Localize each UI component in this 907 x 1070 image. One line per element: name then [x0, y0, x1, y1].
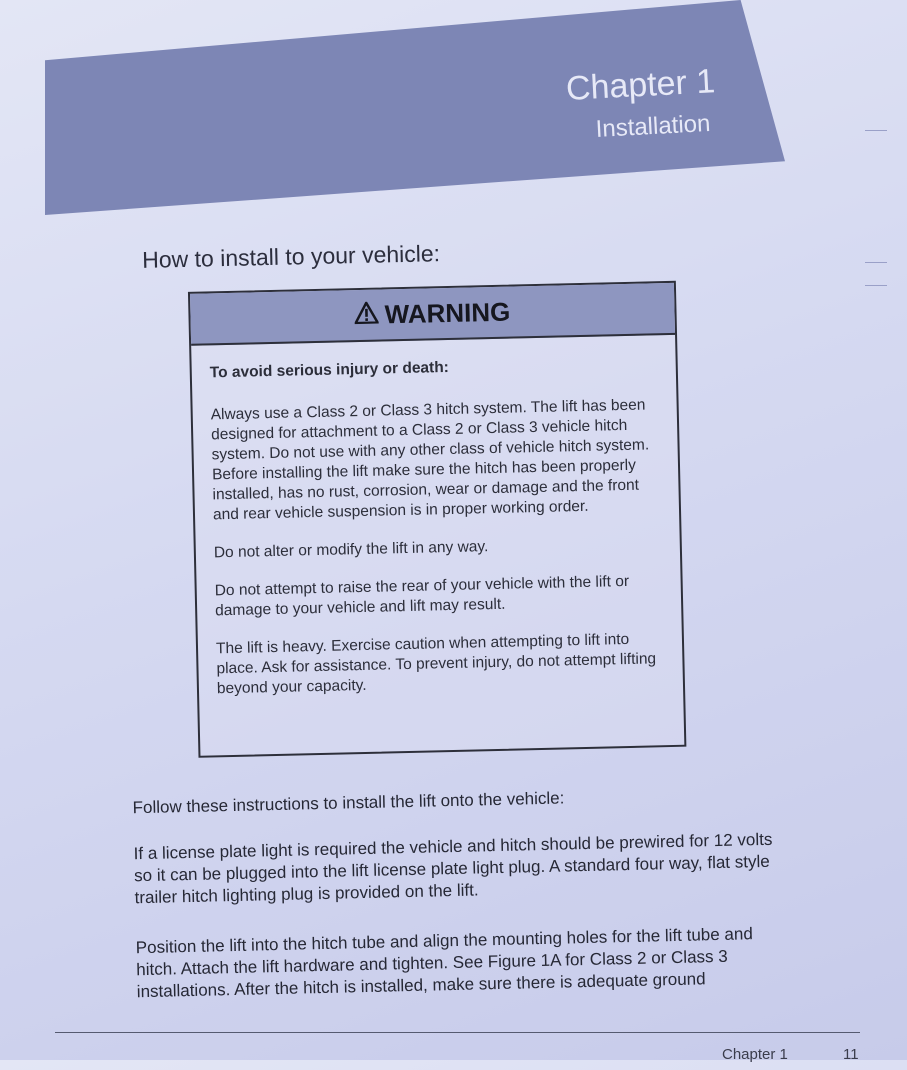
- warning-lead: To avoid serious injury or death:: [209, 358, 450, 382]
- chapter-subtitle: Installation: [595, 109, 712, 143]
- warning-triangle-icon: [354, 299, 379, 331]
- instruction-paragraph: Position the lift into the hitch tube and align the mounting holes for the lift tube and hitch. Attach the lift hardware and tighten. See Figure 1A for Class 2 or Class 3 installations. After the hitch is installed, make sure there is adequate ground: [135, 924, 754, 1002]
- warning-box: [188, 281, 686, 758]
- section-heading: How to install to your vehicle:: [141, 240, 441, 273]
- warning-title: WARNING: [384, 296, 511, 329]
- warning-body: [191, 335, 683, 700]
- warning-paragraph: Do not alter or modify the lift in any way.: [213, 538, 489, 562]
- instructions-intro: Follow these instructions to install the lift onto the vehicle:: [132, 788, 565, 818]
- page-number: 11: [843, 1046, 859, 1063]
- warning-paragraph: The lift is heavy. Exercise caution when attempting to lift into place. Ask for assistance. To prevent injury, do not attempt lifting beyond your capacity.: [215, 630, 657, 698]
- instruction-paragraph: If a license plate light is required the vehicle and hitch should be prewired for 12 volts so it can be plugged into the lift license plate light plug. A standard four way, flat style trailer hitch lighting plug is provided on the lift.: [133, 829, 773, 908]
- footer-divider: [55, 1032, 860, 1033]
- chapter-title: Chapter 1: [565, 62, 717, 108]
- warning-paragraph: Always use a Class 2 or Class 3 hitch system. The lift has been designed for attachment to a Class 2 or Class 3 vehicle hitch system. Do not use with any other class of vehicle hitch system. Before installing the lift make sure the hitch has been properly installed, has no rust, corrosion, wear or damage and the front and rear vehicle suspension is in proper working order.: [210, 396, 650, 524]
- footer-chapter-label: Chapter 1: [722, 1046, 788, 1063]
- warning-paragraph: Do not attempt to raise the rear of your vehicle with the lift or damage to your vehicle and lift may result.: [214, 572, 630, 620]
